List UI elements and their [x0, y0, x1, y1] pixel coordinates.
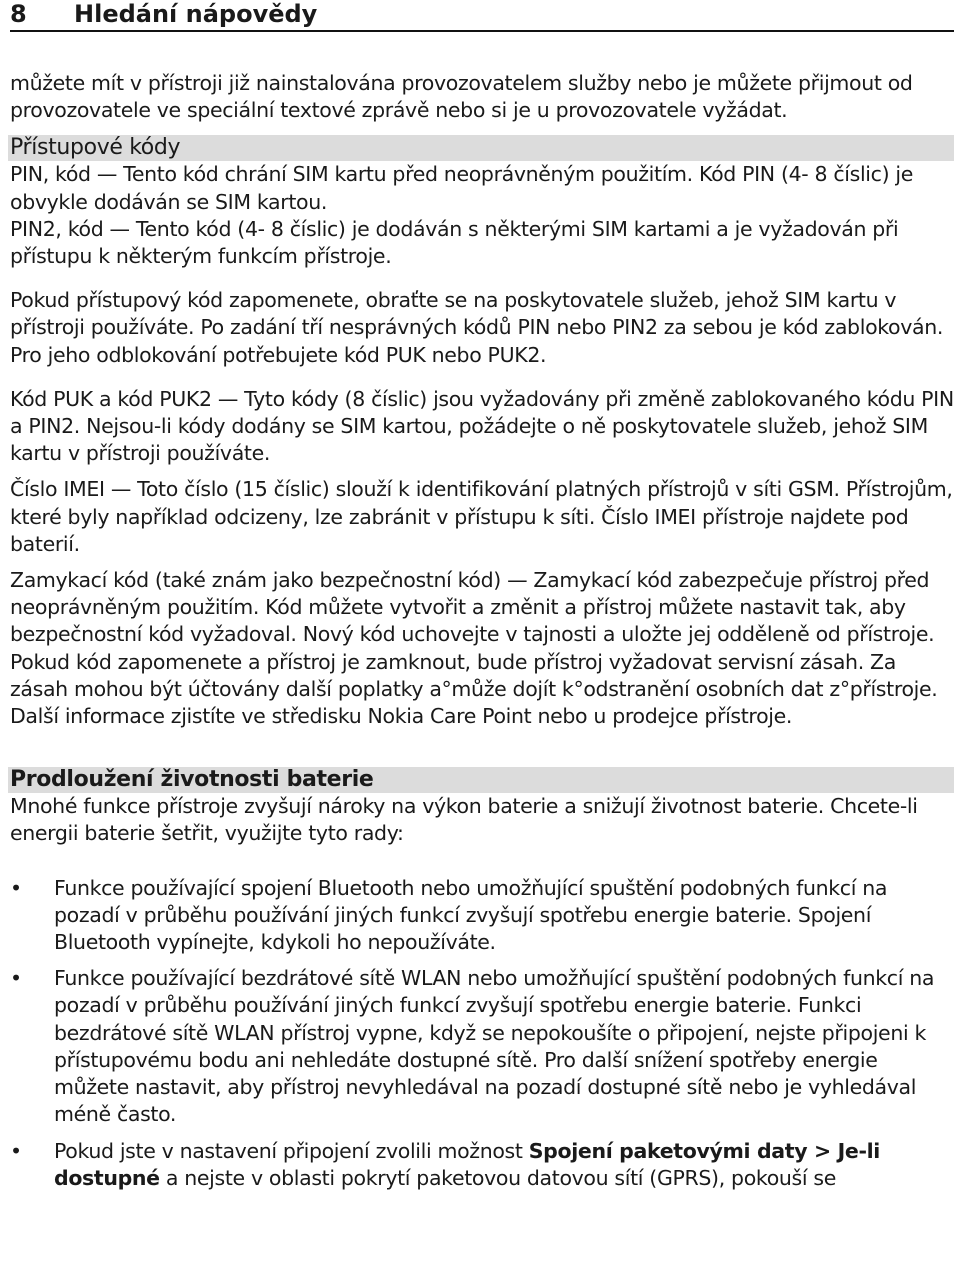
- wlan-tip-text: Funkce používající bezdrátové sítě WLAN nebo umožňující spuštění podobných funkcí na pozadí v průběhu používání jiných funkcí zvyšují spotřebu energie baterie. Funkci bezdrátové sítě WLAN přístroj vypne, když se nepokoušíte o připojení, nejste připojeni k přístupovému bodu ani nehledáte dostupné sítě. Pro další snížení spotřeby energie můžete nastavit, aby přístroj nevyhledával na pozadí dostupné sítě nebo je vyhledával méně často.: [54, 966, 935, 1127]
- battery-heading: Prodloužení životnosti baterie: [8, 767, 954, 793]
- puk-paragraph: [10, 386, 954, 468]
- bullet-icon: •: [10, 875, 22, 900]
- packet-data-tip-text: [54, 1139, 880, 1190]
- battery-intro-paragraph: Mnohé funkce přístroje zvyšují nároky na výkon baterie a snižují životnost baterie. Chcete-li energii baterie šetřit, využijte tyto rady:: [10, 794, 918, 846]
- packet-data-tip-before: Pokud jste v nastavení připojení zvolili možnost: [54, 1138, 529, 1163]
- packet-data-tip-after: a nejste v oblasti pokrytí paketovou datovou sítí (GPRS), pokouší se: [159, 1165, 836, 1190]
- page-header: [10, 0, 954, 32]
- pin2-paragraph: [10, 216, 954, 270]
- settings-path: Spojení paketovými daty > Je-li dostupné: [54, 1138, 880, 1190]
- pin2-term: PIN2, kód —: [10, 216, 136, 241]
- pin2-text: Tento kód (4- 8 číslic) je dodáván s některými SIM kartami a je vyžadován při přístupu k některým funkcím přístroje.: [10, 216, 899, 269]
- puk-text: Tyto kódy (8 číslic) jsou vyžadovány při změně zablokovaného kódu PIN a PIN2. Nejsou-li kódy dodány se SIM kartou, požádejte o ně poskytovatele služeb, jehož SIM kartu v přístroji používáte.: [10, 386, 954, 466]
- access-codes-heading: Přístupové kódy: [8, 135, 954, 161]
- lock-code-paragraph: [10, 567, 954, 730]
- bluetooth-tip-text: Funkce používající spojení Bluetooth nebo umožňující spuštění podobných funkcí na pozadí v průběhu používání jiných funkcí zvyšují spotřebu energie baterie. Spojení Bluetooth vypínejte, kdykoli ho nepoužíváte.: [54, 875, 888, 955]
- page-number: 8: [10, 0, 27, 28]
- puk-term: Kód PUK a kód PUK2 —: [10, 386, 245, 411]
- bullet-icon: •: [10, 966, 22, 991]
- bullet-icon: •: [10, 1138, 22, 1163]
- list-item: [10, 1138, 954, 1192]
- pin-paragraph: [10, 161, 954, 215]
- imei-text: Toto číslo (15 číslic) slouží k identifikování platných přístrojů v síti GSM. Přístrojům, které byly například odcizeny, lze zabránit v přístupu k síti. Číslo IMEI přístroje najdete pod baterií.: [10, 477, 953, 556]
- lock-code-term: Zamykací kód (také znám jako bezpečnostní kód) —: [10, 568, 534, 593]
- intro-paragraph: můžete mít v přístroji již nainstalována provozovatelem služby nebo je můžete přijmout od provozovatele ve speciální textové zprávě nebo si je u provozovatele vyžádat.: [10, 71, 913, 123]
- list-item: [10, 875, 954, 957]
- chapter-title: Hledání nápovědy: [74, 0, 318, 28]
- battery-tips-list: [10, 875, 954, 1192]
- page-content: [10, 70, 954, 1192]
- imei-paragraph: [10, 476, 954, 558]
- forgotten-code-paragraph: Pokud přístupový kód zapomenete, obraťte se na poskytovatele služeb, jehož SIM kartu v přístroji používáte. Po zadání tří nesprávných kódů PIN nebo PIN2 za sebou je kód zablokován. Pro jeho odblokování potřebujete kód PUK nebo PUK2.: [10, 288, 944, 367]
- imei-term: Číslo IMEI —: [10, 477, 138, 502]
- list-item: [10, 965, 954, 1128]
- pin-text: Tento kód chrání SIM kartu před neoprávněným použitím. Kód PIN (4- 8 číslic) je obvykle dodáván se SIM kartou.: [10, 162, 913, 214]
- lock-code-text: Zamykací kód zabezpečuje přístroj před neoprávněným použitím. Kód můžete vytvořit a změnit a přístroj můžete nastavit tak, aby bezpečnostní kód vyžadoval. Nový kód uchovejte v tajnosti a uložte jej odděleně od přístroje. Pokud kód zapomenete a přístroj je zamknout, bude přístroj vyžadovat servisní zásah. Za zásah mohou být účtovány další poplatky a°může dojít k°odstranění osobních dat z°přístroje. Další informace zjistíte ve středisku Nokia Care Point nebo u prodejce přístroje.: [10, 568, 938, 729]
- pin-term: PIN, kód —: [10, 162, 124, 187]
